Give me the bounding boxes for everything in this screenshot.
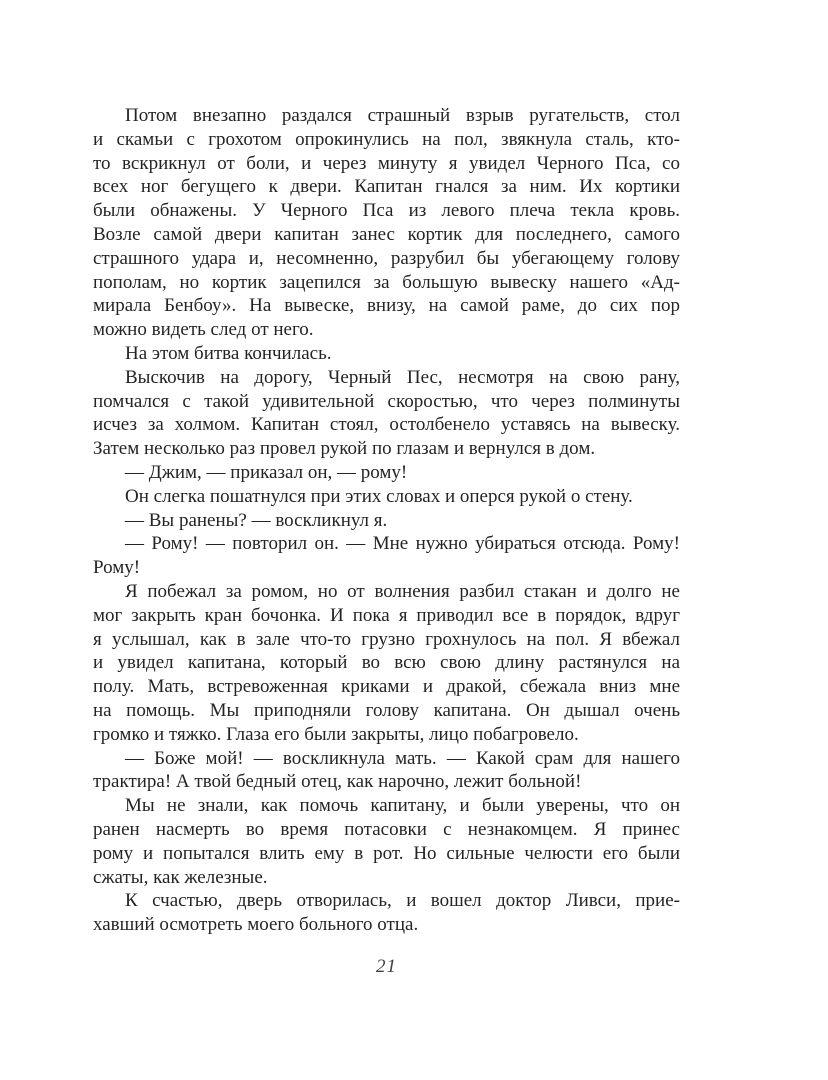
text-line: Я побежал за ромом, но от волнения разбил стакан и долго не: [125, 580, 680, 602]
text-line: и увидел капитана, который во всю свою длину растянулся на: [93, 652, 680, 674]
paragraph: [93, 342, 680, 366]
text-line: помчался с такой удивительной скоростью, что через полминуты: [93, 390, 680, 412]
text-line: трактира! А твой бедный отец, как нарочно, лежит больной!: [93, 771, 582, 793]
paragraph: [93, 889, 680, 937]
text-line: К счастью, дверь отворилась, и вошел доктор Ливси, прие-: [125, 890, 680, 912]
paragraph: [93, 580, 680, 747]
paragraph: [93, 461, 680, 485]
text-line: мог закрыть кран бочонка. И пока я приводил все в порядок, вдруг: [93, 604, 680, 626]
text-line: то вскрикнул от боли, и через минуту я увидел Черного Пса, со: [93, 152, 680, 174]
text-line: — Джим, — приказал он, — рому!: [125, 461, 408, 483]
text-line: — Рому! — повторил он. — Мне нужно убираться отсюда. Рому!: [125, 533, 680, 555]
text-line: я услышал, как в зале что-то грузно грохнулось на пол. Я вбежал: [93, 628, 680, 650]
text-line: Возле самой двери капитан занес кортик для последнего, самого: [93, 223, 680, 245]
text-line: Рому!: [93, 557, 141, 579]
text-line: Потом внезапно раздался страшный взрыв ругательств, стол: [125, 105, 680, 126]
paragraph: [93, 366, 680, 461]
text-line: страшного удара и, несомненно, разрубил бы убегающему голову: [93, 247, 680, 269]
text-line: сжаты, как железные.: [93, 866, 268, 888]
text-line: рому и попытался влить ему в рот. Но сильные челюсти его были: [93, 842, 680, 864]
paragraph: [93, 104, 680, 342]
paragraph: [93, 485, 680, 509]
text-line: были обнажены. У Черного Пса из левого плеча текла кровь.: [93, 200, 680, 222]
text-line: полу. Мать, встревоженная криками и дракой, сбежала вниз мне: [93, 676, 680, 698]
text-line: и скамьи с грохотом опрокинулись на пол, звякнула сталь, кто-: [93, 128, 680, 150]
text-line: — Вы ранены? — воскликнул я.: [125, 509, 388, 531]
text-line: Мы не знали, как помочь капитану, и были уверены, что он: [125, 795, 680, 817]
text-line: всех ног бегущего к двери. Капитан гнался за ним. Их кортики: [93, 176, 680, 198]
text-line: Затем несколько раз провел рукой по глазам и вернулся в дом.: [93, 438, 596, 460]
text-line: На этом битва кончилась.: [125, 342, 332, 364]
text-line: мирала Бенбоу». На вывеске, внизу, на самой раме, до сих пор: [93, 295, 680, 317]
paragraph: [93, 794, 680, 889]
text-line: ранен насмерть во время потасовки с незнакомцем. Я принес: [93, 818, 680, 840]
text-line: можно видеть след от него.: [93, 319, 314, 341]
page-number: 21: [376, 956, 397, 977]
text-line: пополам, но кортик зацепился за большую вывеску нашего «Ад-: [93, 271, 680, 293]
text-line: Он слегка пошатнулся при этих словах и оперся рукой о стену.: [125, 485, 633, 507]
text-line: исчез за холмом. Капитан стоял, остолбенело уставясь на вывеску.: [93, 414, 680, 436]
paragraph: [93, 509, 680, 533]
text-line: хавший осмотреть моего больного отца.: [93, 914, 419, 936]
text-line: — Боже мой! — воскликнула мать. — Какой срам для нашего: [125, 747, 680, 769]
paragraph: [93, 747, 680, 795]
page-text-block: [93, 104, 680, 937]
text-line: громко и тяжко. Глаза его были закрыты, лицо побагровело.: [93, 723, 579, 745]
text-line: Выскочив на дорогу, Черный Пес, несмотря на свою рану,: [125, 366, 680, 388]
text-line: на помощь. Мы приподняли голову капитана. Он дышал очень: [93, 699, 680, 721]
paragraph: [93, 532, 680, 580]
